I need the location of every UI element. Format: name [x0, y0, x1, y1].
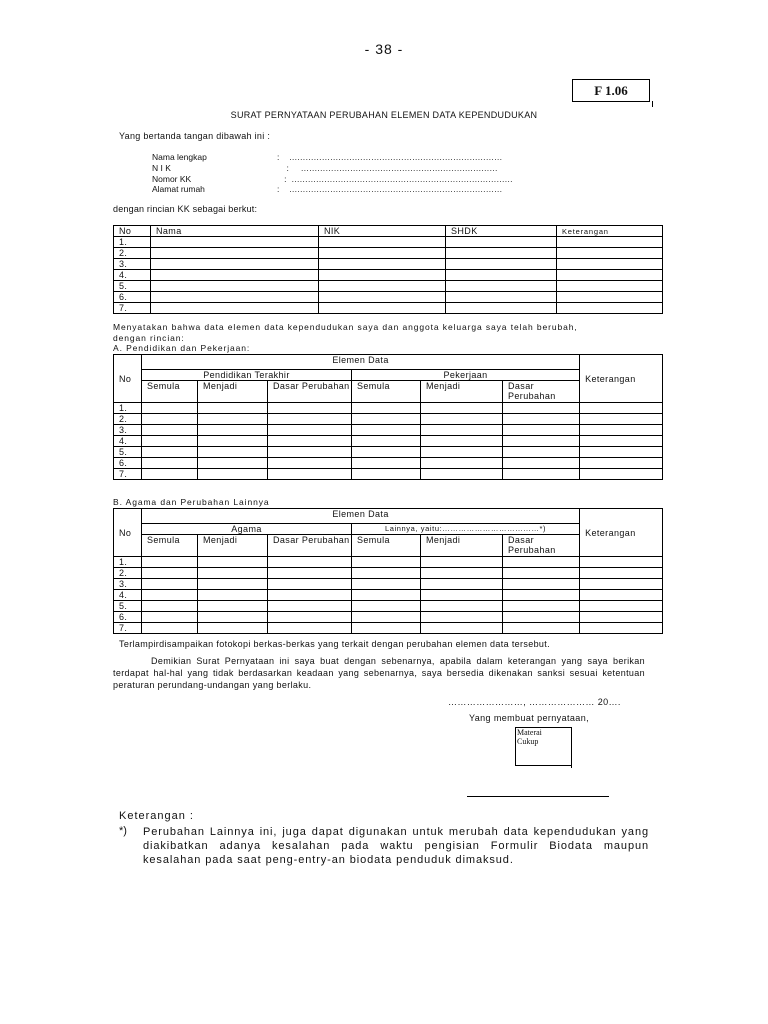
kk-cell[interactable]	[319, 270, 446, 281]
note-text: Perubahan Lainnya ini, juga dapat digunakan untuk merubah data kependudukan yang diakibatkan adanya kesalahan pada waktu pengisian Formulir Biodata maupun kesalahan pada saat peng-entry-an biodata penduduk dimaksud.	[143, 826, 649, 866]
kk-cell[interactable]	[151, 248, 319, 259]
b-cell[interactable]	[421, 590, 503, 601]
b-cell[interactable]	[421, 623, 503, 634]
kk-cell[interactable]	[319, 281, 446, 292]
b-row	[114, 568, 663, 579]
b-cell[interactable]	[421, 579, 503, 590]
a-sub-semula: Semula	[142, 381, 198, 403]
attachment-note: Terlampirdisampaikan fotokopi berkas-berkas yang terkait dengan perubahan elemen data tersebut.	[119, 639, 550, 649]
a-sub-dasar: Dasar Perubahan	[503, 381, 580, 403]
b-cell[interactable]	[421, 568, 503, 579]
b-cell[interactable]	[503, 579, 580, 590]
a-cell[interactable]	[580, 458, 663, 469]
b-cell[interactable]	[268, 579, 352, 590]
declaration-paragraph	[113, 655, 645, 691]
form-code-box: F 1.06	[572, 79, 650, 102]
identity-label: Nomor KK	[152, 174, 192, 184]
kk-row-number: 4.	[114, 270, 151, 281]
b-cell[interactable]	[352, 590, 421, 601]
declaration-text: Demikian Surat Pernyataan ini saya buat dengan sebenarnya, apabila dalam keterangan yang saya berikan terdapat hal-hal yang tidak berdasarkan keadaan yang sebenarnya, saya bersedia dikenakan sanksi sesuai ketentuan peraturan perundang-undangan yang berlaku.	[113, 656, 645, 690]
kk-header-no: No	[114, 226, 151, 237]
b-sub-menjadi: Menjadi	[198, 535, 268, 557]
b-cell[interactable]	[268, 601, 352, 612]
b-cell[interactable]	[268, 568, 352, 579]
kk-row	[114, 292, 663, 303]
a-cell[interactable]	[352, 469, 421, 480]
a-cell[interactable]	[268, 469, 352, 480]
religion-other-table	[113, 508, 663, 634]
b-cell[interactable]	[421, 557, 503, 568]
kk-row	[114, 303, 663, 314]
a-row	[114, 403, 663, 414]
a-row	[114, 414, 663, 425]
b-cell[interactable]	[142, 557, 198, 568]
a-cell[interactable]	[503, 425, 580, 436]
b-cell[interactable]	[198, 568, 268, 579]
a-sub-semula: Semula	[352, 381, 421, 403]
b-cell[interactable]	[198, 612, 268, 623]
b-header-no: No	[114, 509, 142, 557]
a-cell[interactable]	[198, 425, 268, 436]
a-cell[interactable]	[198, 436, 268, 447]
b-cell[interactable]	[503, 557, 580, 568]
kk-cell[interactable]	[319, 248, 446, 259]
b-cell[interactable]	[268, 612, 352, 623]
b-cell[interactable]	[580, 557, 663, 568]
identity-label: N I K	[152, 163, 171, 173]
b-cell[interactable]	[268, 623, 352, 634]
maker-label: Yang membuat pernyataan,	[469, 713, 590, 723]
kk-cell[interactable]	[151, 237, 319, 248]
a-cell[interactable]	[142, 447, 198, 458]
a-header-no: No	[114, 355, 142, 403]
a-cell[interactable]	[352, 458, 421, 469]
stamp-box	[515, 727, 572, 766]
a-cell[interactable]	[421, 414, 503, 425]
a-cell[interactable]	[352, 414, 421, 425]
a-cell[interactable]	[268, 447, 352, 458]
a-sub-menjadi: Menjadi	[421, 381, 503, 403]
b-cell[interactable]	[352, 568, 421, 579]
a-cell[interactable]	[580, 414, 663, 425]
a-cell[interactable]	[580, 469, 663, 480]
b-row	[114, 590, 663, 601]
a-group-pekerjaan: Pekerjaan	[352, 370, 580, 381]
b-cell[interactable]	[198, 623, 268, 634]
a-cell[interactable]	[503, 458, 580, 469]
b-cell[interactable]	[352, 579, 421, 590]
b-row	[114, 557, 663, 568]
kk-intro-text: dengan rincian KK sebagai berkut:	[113, 204, 258, 214]
identity-row-address	[152, 184, 502, 194]
kk-cell[interactable]	[151, 259, 319, 270]
a-cell[interactable]	[503, 469, 580, 480]
b-cell[interactable]	[580, 623, 663, 634]
kk-row-number: 5.	[114, 281, 151, 292]
a-row-number: 5.	[114, 447, 142, 458]
b-cell[interactable]	[142, 590, 198, 601]
kk-table	[113, 225, 663, 314]
a-cell[interactable]	[352, 425, 421, 436]
a-row-number: 1.	[114, 403, 142, 414]
identity-label: Alamat rumah	[152, 184, 205, 194]
kk-row-number: 7.	[114, 303, 151, 314]
identity-value[interactable]: ………………………………………………………………………	[291, 174, 513, 184]
b-cell[interactable]	[421, 601, 503, 612]
identity-sep: :	[284, 174, 287, 184]
b-cell[interactable]	[580, 601, 663, 612]
a-cell[interactable]	[142, 436, 198, 447]
statement-line-2: dengan rincian:	[113, 333, 185, 343]
a-row-number: 3.	[114, 425, 142, 436]
kk-header-nama: Nama	[151, 226, 319, 237]
kk-cell[interactable]	[151, 270, 319, 281]
stamp-text-1: Materai	[517, 728, 542, 737]
b-row	[114, 601, 663, 612]
a-cell[interactable]	[142, 469, 198, 480]
identity-label: Nama lengkap	[152, 152, 207, 162]
kk-cell[interactable]	[446, 259, 557, 270]
kk-cell[interactable]	[446, 237, 557, 248]
kk-cell[interactable]	[446, 270, 557, 281]
kk-header-nik: NIK	[319, 226, 446, 237]
a-row	[114, 447, 663, 458]
b-row-number: 1.	[114, 557, 142, 568]
identity-row-name	[152, 152, 502, 162]
b-cell[interactable]	[421, 612, 503, 623]
a-cell[interactable]	[421, 425, 503, 436]
b-row-number: 6.	[114, 612, 142, 623]
a-cell[interactable]	[198, 469, 268, 480]
b-cell[interactable]	[503, 601, 580, 612]
a-row-number: 7.	[114, 469, 142, 480]
b-sub-semula: Semula	[142, 535, 198, 557]
kk-cell[interactable]	[446, 292, 557, 303]
a-cell[interactable]	[268, 414, 352, 425]
b-cell[interactable]	[503, 568, 580, 579]
b-group-agama: Agama	[142, 524, 352, 535]
a-cell[interactable]	[268, 403, 352, 414]
a-sub-menjadi: Menjadi	[198, 381, 268, 403]
b-cell[interactable]	[580, 568, 663, 579]
kk-cell[interactable]	[446, 248, 557, 259]
a-header-elemen: Elemen Data	[142, 355, 580, 370]
kk-header-keterangan: Keterangan	[557, 226, 663, 237]
kk-cell[interactable]	[319, 237, 446, 248]
b-cell[interactable]	[352, 623, 421, 634]
kk-row	[114, 237, 663, 248]
a-group-pendidikan: Pendidikan Terakhir	[142, 370, 352, 381]
a-cell[interactable]	[142, 458, 198, 469]
a-cell[interactable]	[198, 458, 268, 469]
kk-cell[interactable]	[557, 237, 663, 248]
kk-row-number: 2.	[114, 248, 151, 259]
stamp-text-2: Cukup	[517, 737, 539, 746]
identity-value[interactable]: ……………………………………………………………………	[288, 152, 503, 162]
a-cell[interactable]	[142, 414, 198, 425]
b-cell[interactable]	[142, 612, 198, 623]
a-cell[interactable]	[503, 403, 580, 414]
a-row	[114, 458, 663, 469]
b-cell[interactable]	[580, 579, 663, 590]
b-row-number: 2.	[114, 568, 142, 579]
a-cell[interactable]	[503, 414, 580, 425]
b-cell[interactable]	[268, 590, 352, 601]
kk-row-number: 6.	[114, 292, 151, 303]
notes-title: Keterangan :	[119, 810, 194, 822]
kk-row	[114, 270, 663, 281]
a-cell[interactable]	[580, 425, 663, 436]
b-cell[interactable]	[198, 579, 268, 590]
form-code-tick	[652, 101, 653, 107]
a-sub-dasar: Dasar Perubahan	[268, 381, 352, 403]
a-cell[interactable]	[352, 447, 421, 458]
identity-sep: :	[286, 163, 289, 173]
b-cell[interactable]	[198, 557, 268, 568]
a-cell[interactable]	[198, 414, 268, 425]
a-cell[interactable]	[421, 436, 503, 447]
place-date-line[interactable]: ……………………, ………………… 20….	[448, 697, 621, 707]
b-row-number: 3.	[114, 579, 142, 590]
kk-row-number: 3.	[114, 259, 151, 270]
b-row-number: 7.	[114, 623, 142, 634]
signature-line[interactable]	[467, 796, 609, 797]
a-cell[interactable]	[268, 425, 352, 436]
kk-cell[interactable]	[557, 281, 663, 292]
a-row	[114, 425, 663, 436]
b-header-elemen: Elemen Data	[142, 509, 580, 524]
stamp-tick	[571, 765, 572, 768]
a-cell[interactable]	[580, 447, 663, 458]
a-cell[interactable]	[198, 403, 268, 414]
intro-text: Yang bertanda tangan dibawah ini :	[119, 131, 271, 141]
b-cell[interactable]	[198, 601, 268, 612]
b-row	[114, 612, 663, 623]
b-cell[interactable]	[503, 590, 580, 601]
b-cell[interactable]	[352, 612, 421, 623]
a-cell[interactable]	[421, 469, 503, 480]
b-cell[interactable]	[198, 590, 268, 601]
a-row	[114, 436, 663, 447]
a-row-number: 4.	[114, 436, 142, 447]
identity-sep: :	[277, 152, 280, 162]
a-row-number: 2.	[114, 414, 142, 425]
kk-row-number: 1.	[114, 237, 151, 248]
b-cell[interactable]	[142, 579, 198, 590]
kk-header-shdk: SHDK	[446, 226, 557, 237]
b-cell[interactable]	[580, 590, 663, 601]
b-sub-dasar: Dasar Perubahan	[268, 535, 352, 557]
b-sub-dasar: Dasar Perubahan	[503, 535, 580, 557]
a-cell[interactable]	[142, 403, 198, 414]
a-cell[interactable]	[268, 458, 352, 469]
b-cell[interactable]	[503, 623, 580, 634]
b-cell[interactable]	[580, 612, 663, 623]
a-cell[interactable]	[503, 436, 580, 447]
a-cell[interactable]	[580, 436, 663, 447]
b-row	[114, 579, 663, 590]
kk-cell[interactable]	[319, 292, 446, 303]
a-cell[interactable]	[142, 425, 198, 436]
statement-line-1: Menyatakan bahwa data elemen data kependudukan saya dan anggota keluarga saya telah berubah,	[113, 322, 578, 332]
b-cell[interactable]	[503, 612, 580, 623]
kk-cell[interactable]	[557, 303, 663, 314]
a-cell[interactable]	[198, 447, 268, 458]
identity-row-nik	[152, 163, 497, 173]
b-header-keterangan: Keterangan	[580, 509, 663, 557]
b-row-number: 4.	[114, 590, 142, 601]
a-header-keterangan: Keterangan	[580, 355, 663, 403]
a-cell[interactable]	[421, 447, 503, 458]
b-cell[interactable]	[352, 557, 421, 568]
b-sub-menjadi: Menjadi	[421, 535, 503, 557]
a-cell[interactable]	[503, 447, 580, 458]
b-cell[interactable]	[142, 623, 198, 634]
kk-row	[114, 281, 663, 292]
note-marker: *)	[119, 825, 127, 837]
document-title: SURAT PERNYATAAN PERUBAHAN ELEMEN DATA KEPENDUDUKAN	[230, 110, 538, 120]
kk-cell[interactable]	[319, 259, 446, 270]
b-row-number: 5.	[114, 601, 142, 612]
a-cell[interactable]	[421, 458, 503, 469]
a-row-number: 6.	[114, 458, 142, 469]
b-cell[interactable]	[268, 557, 352, 568]
a-cell[interactable]	[421, 403, 503, 414]
b-cell[interactable]	[142, 568, 198, 579]
a-cell[interactable]	[352, 436, 421, 447]
a-row	[114, 469, 663, 480]
a-cell[interactable]	[352, 403, 421, 414]
kk-cell[interactable]	[446, 281, 557, 292]
kk-cell[interactable]	[557, 270, 663, 281]
education-occupation-table	[113, 354, 663, 480]
section-b-label: B. Agama dan Perubahan Lainnya	[113, 497, 270, 507]
identity-value[interactable]: ……………………………………………………………………	[288, 184, 503, 194]
kk-row	[114, 259, 663, 270]
kk-cell[interactable]	[319, 303, 446, 314]
kk-cell[interactable]	[557, 248, 663, 259]
a-cell[interactable]	[580, 403, 663, 414]
a-cell[interactable]	[268, 436, 352, 447]
kk-cell[interactable]	[446, 303, 557, 314]
identity-value[interactable]: ………………………………………………………………	[300, 163, 498, 173]
b-group-lainnya: Lainnya, yaitu:………………………………*)	[352, 524, 580, 535]
b-cell[interactable]	[142, 601, 198, 612]
section-a-label: A. Pendidikan dan Pekerjaan:	[113, 343, 251, 353]
kk-row	[114, 248, 663, 259]
kk-cell[interactable]	[151, 303, 319, 314]
page-number: - 38 -	[364, 41, 404, 57]
kk-cell[interactable]	[557, 292, 663, 303]
kk-cell[interactable]	[557, 259, 663, 270]
b-sub-semula: Semula	[352, 535, 421, 557]
kk-cell[interactable]	[151, 292, 319, 303]
b-row	[114, 623, 663, 634]
b-cell[interactable]	[352, 601, 421, 612]
identity-row-kk	[152, 174, 513, 184]
identity-sep: :	[277, 184, 280, 194]
kk-cell[interactable]	[151, 281, 319, 292]
